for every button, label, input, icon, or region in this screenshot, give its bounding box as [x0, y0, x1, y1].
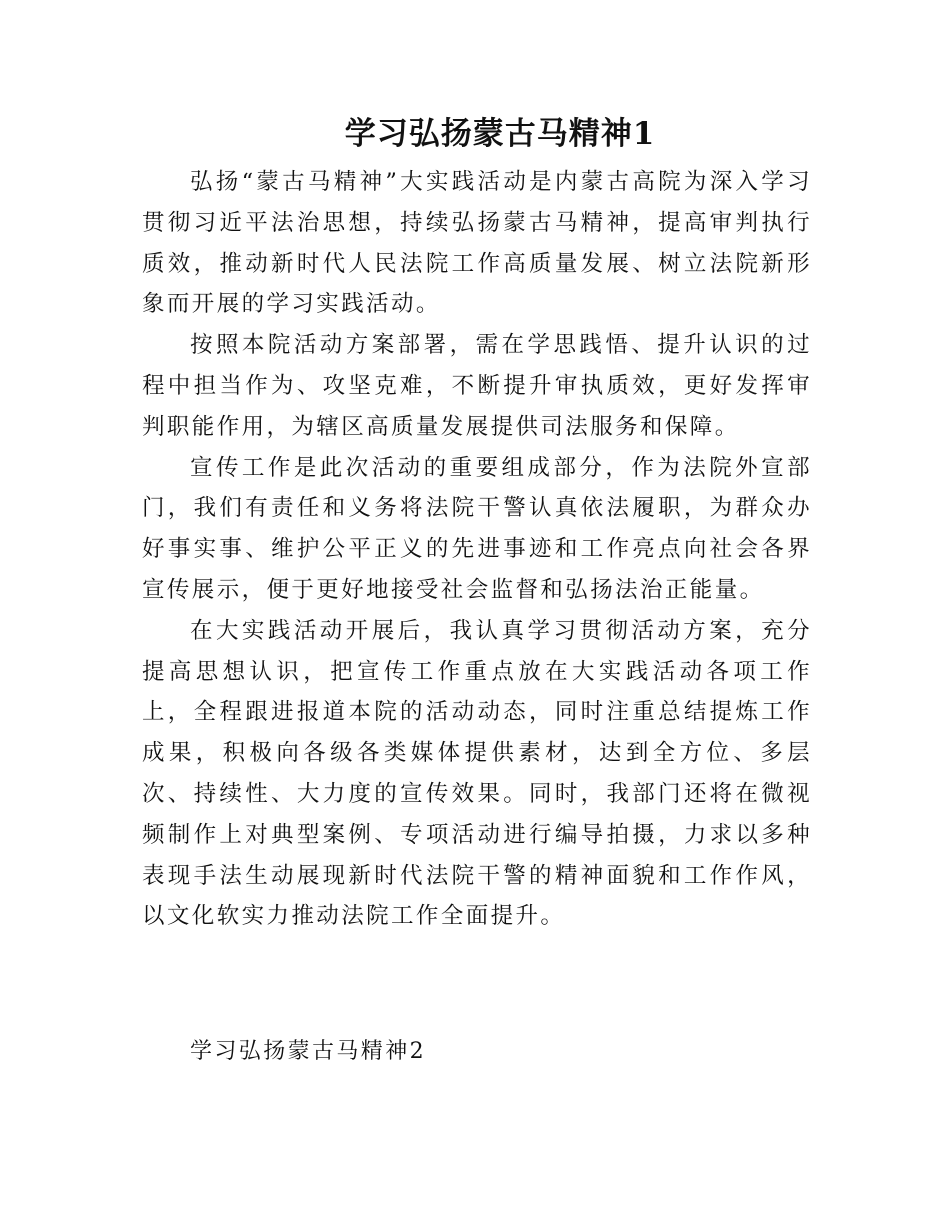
next-section-title: 学习弘扬蒙古马精神2 [190, 1039, 426, 1064]
paragraph-1: 弘扬“蒙古马精神”大实践活动是内蒙古高院为深入学习贯彻习近平法治思想，持续弘扬蒙古马精神，提高审判执行质效，推动新时代人民法院工作高质量发展、树立法院新形象而开展的学习实践活动。 [142, 169, 812, 318]
document-body [142, 162, 812, 937]
document-title: 学习弘扬蒙古马精神1 [344, 116, 656, 152]
paragraph-4: 在大实践活动开展后，我认真学习贯彻活动方案，充分提高思想认识，把宣传工作重点放在大实践活动各项工作上，全程跟进报道本院的活动动态，同时注重总结提炼工作成果，积极向各级各类媒体提供素材，达到全方位、多层次、持续性、大力度的宣传效果。同时，我部门还将在微视频制作上对典型案例、专项活动进行编导拍摄，力求以多种表现手法生动展现新时代法院干警的精神面貌和工作作风，以文化软实力推动法院工作全面提升。 [142, 617, 812, 930]
paragraph-2: 按照本院活动方案部署，需在学思践悟、提升认识的过程中担当作为、攻坚克难，不断提升审执质效，更好发挥审判职能作用，为辖区高质量发展提供司法服务和保障。 [142, 332, 812, 440]
paragraph-3: 宣传工作是此次活动的重要组成部分，作为法院外宣部门，我们有责任和义务将法院干警认真依法履职，为群众办好事实事、维护公平正义的先进事迹和工作亮点向社会各界宣传展示，便于更好地接受社会监督和弘扬法治正能量。 [142, 454, 812, 603]
